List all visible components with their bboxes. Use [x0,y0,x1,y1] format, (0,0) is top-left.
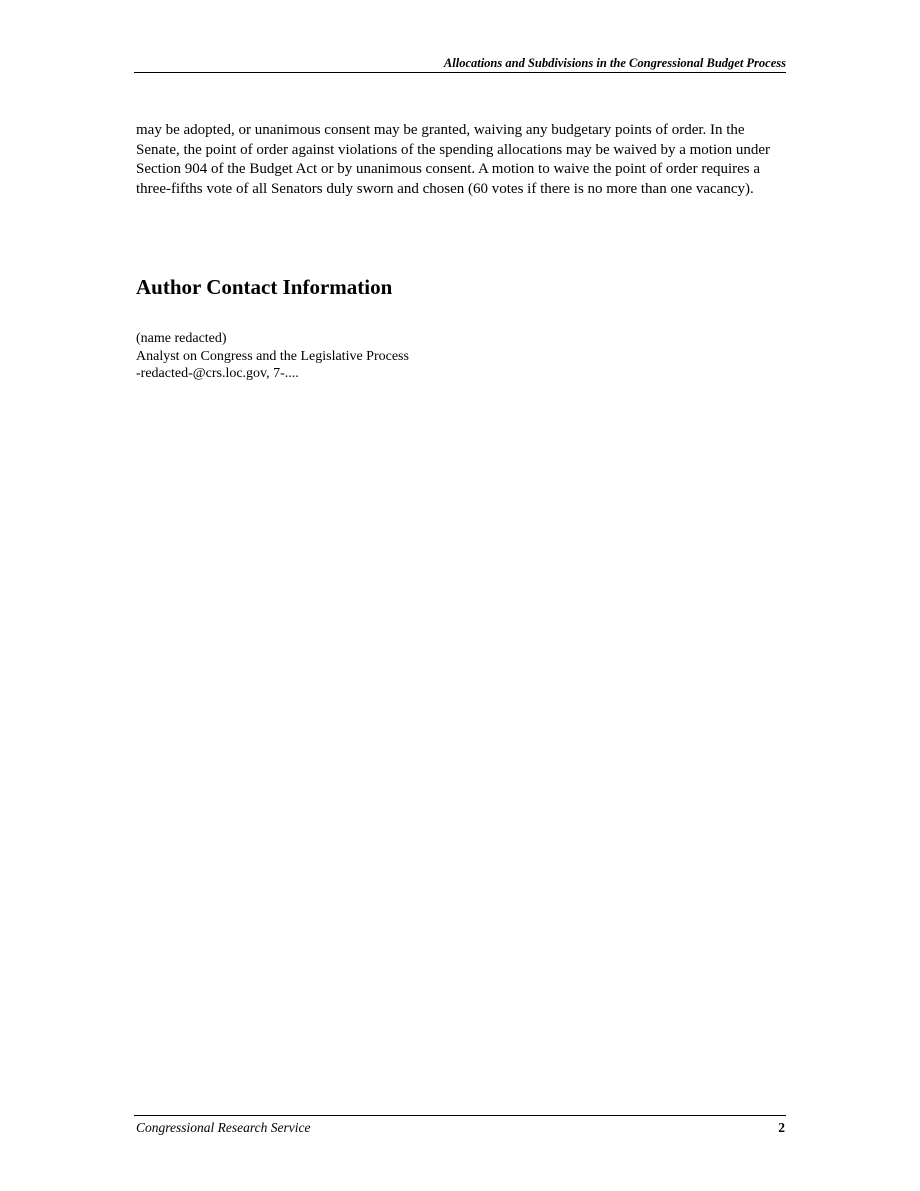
author-email-phone: -redacted-@crs.loc.gov, 7-.... [136,366,299,381]
author-name: (name redacted) [136,331,227,346]
footer-divider [134,1115,786,1116]
footer-publisher: Congressional Research Service [136,1120,311,1135]
section-heading-author-contact: Author Contact Information [136,275,393,299]
body-paragraph: may be adopted, or unanimous consent may be granted, waiving any budgetary points of order. In the Senate, the point of order against violations of the spending allocations may be waived by a motion under Section 904 of the Budget Act or by unanimous consent. A motion to waive the point of order requires a three-fifths vote of all Senators duly sworn and chosen (60 votes if there is no more than one vacancy). [136,122,771,197]
running-header-title: Allocations and Subdivisions in the Congressional Budget Process [443,56,786,70]
header-divider [134,72,786,73]
footer-page-number: 2 [778,1120,785,1135]
author-role: Analyst on Congress and the Legislative Process [136,348,409,364]
author-contact-block [136,330,409,383]
